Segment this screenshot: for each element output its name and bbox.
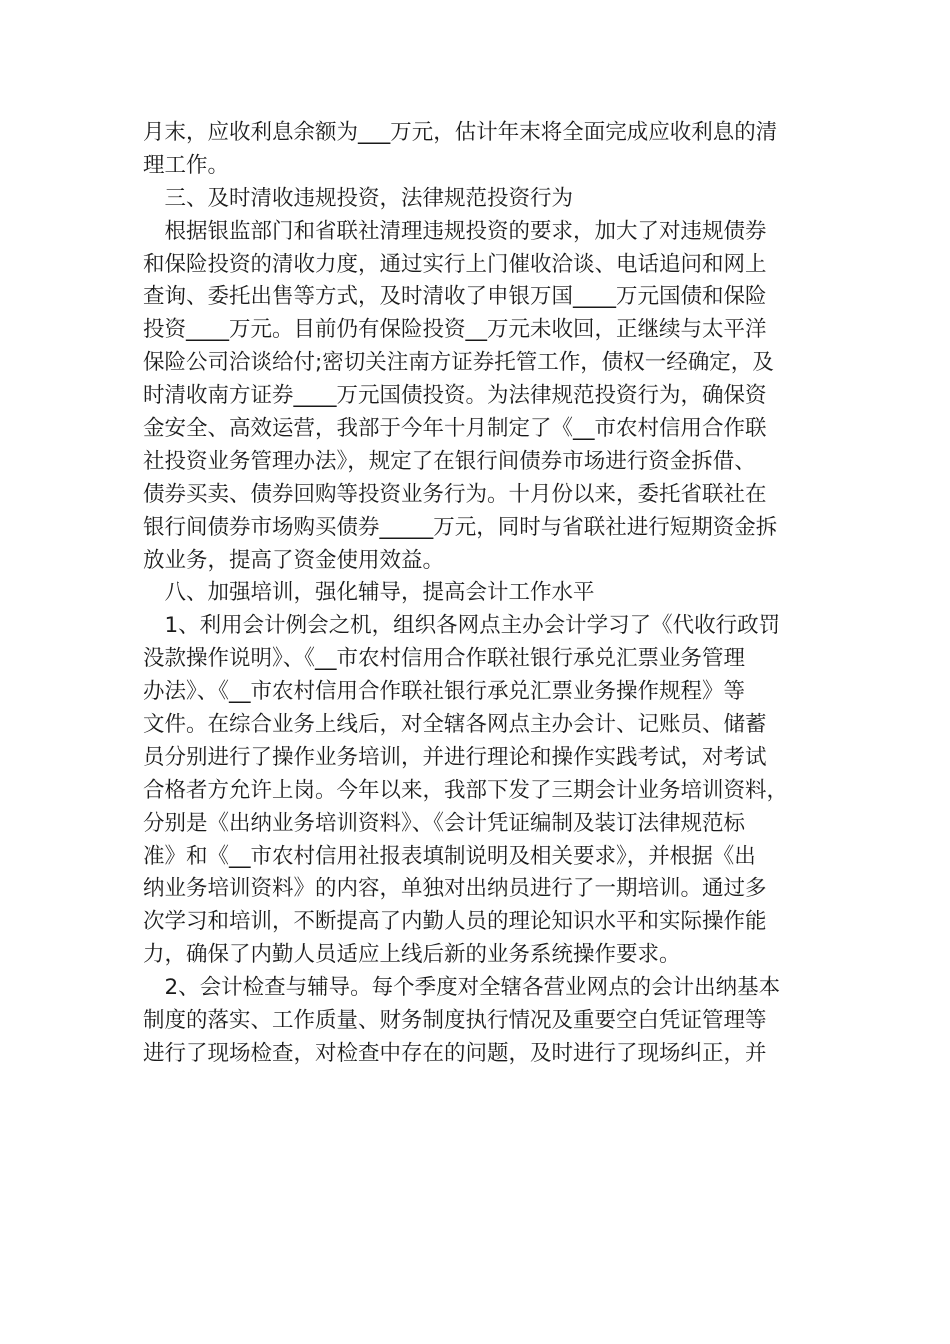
text-line: 文件。在综合业务上线后，对全辖各网点主办会计、记账员、储蓄	[143, 712, 767, 738]
document-body	[143, 117, 823, 1071]
text-line: 理工作。	[143, 152, 230, 178]
text-line: 和保险投资的清收力度，通过实行上门催收洽谈、电话追问和网上	[143, 251, 767, 277]
text-line: 制度的落实、工作质量、财务制度执行情况及重要空白凭证管理等	[143, 1008, 767, 1034]
text-line: 根据银监部门和省联社清理违规投资的要求，加大了对违规债券	[143, 218, 767, 244]
section-heading: 八、加强培训，强化辅导，提高会计工作水平	[143, 580, 595, 606]
text-line: 时清收南方证券____万元国债投资。为法律规范投资行为，确保资	[143, 383, 767, 409]
text-line: 进行了现场检查，对检查中存在的问题，及时进行了现场纠正，并	[143, 1040, 767, 1066]
text-line: 金安全、高效运营，我部于今年十月制定了《__市农村信用合作联	[143, 416, 767, 442]
text-line: 月末，应收利息余额为___万元，估计年末将全面完成应收利息的清	[143, 120, 778, 145]
text-line: 查询、委托出售等方式，及时清收了申银万国____万元国债和保险	[143, 284, 767, 310]
text-line: 纳业务培训资料》的内容，单独对出纳员进行了一期培训。通过多	[143, 876, 767, 902]
text-line: 次学习和培训，不断提高了内勤人员的理论知识水平和实际操作能	[143, 909, 767, 935]
text-line: 2、会计检查与辅导。每个季度对全辖各营业网点的会计出纳基本	[143, 975, 781, 1001]
text-line: 员分别进行了操作业务培训，并进行理论和操作实践考试，对考试	[143, 744, 767, 770]
text-line: 放业务，提高了资金使用效益。	[143, 547, 445, 573]
text-line: 办法》、《__市农村信用合作联社银行承兑汇票业务操作规程》等	[143, 679, 746, 705]
text-line: 银行间债券市场购买债券_____万元，同时与省联社进行短期资金拆	[143, 514, 778, 540]
text-line: 社投资业务管理办法》，规定了在银行间债券市场进行资金拆借、	[143, 448, 756, 474]
text-line: 保险公司洽谈给付;密切关注南方证券托管工作，债权一经确定，及	[143, 350, 774, 376]
section-heading: 三、及时清收违规投资，法律规范投资行为	[143, 185, 574, 211]
text-line: 准》和《__市农村信用社报表填制说明及相关要求》，并根据《出	[143, 843, 756, 869]
text-line: 债券买卖、债券回购等投资业务行为。十月份以来，委托省联社在	[143, 481, 767, 507]
text-line: 没款操作说明》、《__市农村信用合作联社银行承兑汇票业务管理	[143, 646, 746, 672]
text-line: 合格者方允许上岗。今年以来，我部下发了三期会计业务培训资料，	[143, 777, 789, 803]
text-line: 分别是《出纳业务培训资料》、《会计凭证编制及装订法律规范标	[143, 810, 746, 836]
text-line: 力，确保了内勤人员适应上线后新的业务系统操作要求。	[143, 942, 681, 968]
text-line: 1、利用会计例会之机，组织各网点主办会计学习了《代收行政罚	[143, 613, 781, 639]
text-line: 投资____万元。目前仍有保险投资__万元未收回，正继续与太平洋	[143, 317, 767, 343]
